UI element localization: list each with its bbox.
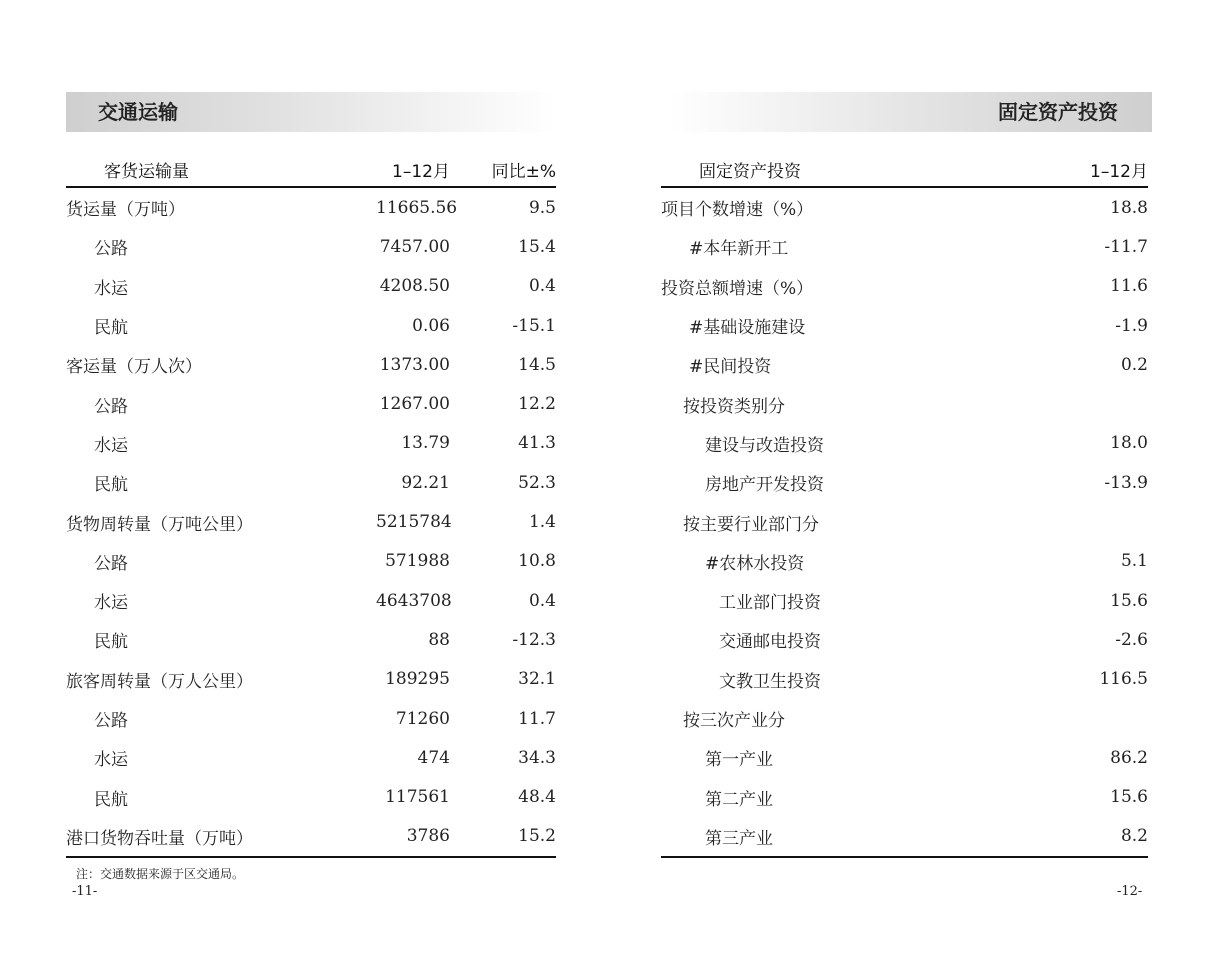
- row-label: 客运量（万人次）: [66, 357, 202, 378]
- row-yoy-change: 48.4: [518, 787, 556, 808]
- table-row: [66, 660, 556, 699]
- row-yoy-change: -12.3: [512, 629, 556, 650]
- column-header: 同比±%: [450, 152, 556, 187]
- row-value: 15.6: [1110, 590, 1148, 611]
- row-label: 货物周转量（万吨公里）: [66, 514, 253, 535]
- row-yoy-change: 34.3: [518, 747, 556, 768]
- row-value: 71260: [395, 708, 450, 729]
- row-value: [998, 699, 1148, 738]
- row-label: 第三产业: [661, 817, 998, 857]
- table-row: [661, 227, 1148, 266]
- table-row: [661, 384, 1148, 423]
- row-value: 189295: [385, 669, 450, 690]
- row-value: 5.1: [1120, 551, 1148, 572]
- row-yoy-change: -15.1: [512, 315, 556, 336]
- row-value: -13.9: [1104, 472, 1148, 493]
- table-row: [66, 738, 556, 777]
- row-yoy-change: 1.4: [528, 512, 556, 533]
- row-yoy-change: 11.7: [518, 708, 556, 729]
- row-label: #本年新开工: [689, 239, 789, 260]
- row-label: 水运: [94, 593, 128, 614]
- row-yoy-change: 12.2: [518, 394, 556, 415]
- table-row: [661, 581, 1148, 620]
- section-title-transport: 交通运输: [66, 92, 556, 132]
- row-yoy-change: 9.5: [528, 197, 556, 218]
- table-row: [66, 384, 556, 423]
- row-label: 水运: [94, 278, 128, 299]
- row-yoy-change: 15.4: [518, 236, 556, 257]
- table-row: [661, 463, 1148, 502]
- row-label: 投资总额增速（%）: [661, 278, 814, 299]
- table-row: [661, 817, 1148, 857]
- table-row: [661, 187, 1148, 227]
- column-header: 1–12月: [998, 152, 1148, 187]
- row-label: 按主要行业部门分: [683, 514, 819, 535]
- table-row: [66, 817, 556, 857]
- section-title-investment: 固定资产投资: [669, 92, 1152, 132]
- row-value: 86.2: [1110, 747, 1148, 768]
- row-value: -2.6: [1115, 629, 1148, 650]
- table-row: [66, 542, 556, 581]
- row-label: 文教卫生投资: [719, 671, 821, 692]
- row-label: 货运量（万吨）: [66, 200, 185, 221]
- row-label: 民航: [94, 475, 128, 496]
- table-row: [66, 424, 556, 463]
- table-row: [66, 187, 556, 227]
- row-label: 建设与改造投资: [705, 435, 824, 456]
- page-number: -12-: [1117, 884, 1143, 899]
- table-header-row: [66, 152, 556, 187]
- row-yoy-change: 0.4: [528, 590, 556, 611]
- table-row: [661, 660, 1148, 699]
- row-label: 民航: [94, 789, 128, 810]
- row-label: 房地产开发投资: [705, 475, 824, 496]
- table-row: [66, 581, 556, 620]
- row-value: 88: [428, 629, 450, 650]
- row-label: 公路: [94, 239, 128, 260]
- row-value: 8.2: [998, 817, 1148, 857]
- table-row: [661, 502, 1148, 541]
- row-label: 水运: [94, 750, 128, 771]
- row-label: 水运: [94, 435, 128, 456]
- investment-table: [661, 152, 1148, 858]
- row-value: 5215784: [376, 512, 452, 533]
- row-label: 第一产业: [705, 750, 773, 771]
- row-value: 3786: [376, 817, 450, 857]
- row-yoy-change: 0.4: [528, 276, 556, 297]
- row-label: #基础设施建设: [689, 318, 806, 339]
- table-row: [66, 267, 556, 306]
- row-yoy-change: 41.3: [518, 433, 556, 454]
- row-label: 民航: [94, 318, 128, 339]
- row-value: 18.8: [1110, 197, 1148, 218]
- page-number: -11-: [72, 884, 98, 899]
- transport-table: [66, 152, 556, 858]
- row-value: 0.2: [1120, 354, 1148, 375]
- column-header: 客货运输量: [66, 152, 376, 187]
- row-label: 第二产业: [705, 789, 773, 810]
- row-label: #民间投资: [689, 357, 772, 378]
- table-row: [661, 777, 1148, 816]
- row-value: 15.6: [1110, 787, 1148, 808]
- table-row: [66, 463, 556, 502]
- row-label: 公路: [94, 553, 128, 574]
- row-label: 民航: [94, 632, 128, 653]
- table-row: [661, 306, 1148, 345]
- row-value: 0.06: [412, 315, 450, 336]
- row-value: [998, 384, 1148, 423]
- row-label: 港口货物吞吐量（万吨）: [66, 817, 376, 857]
- right-page: [609, 0, 1218, 977]
- table-row: [66, 699, 556, 738]
- row-value: 7457.00: [379, 236, 450, 257]
- table-row: [661, 267, 1148, 306]
- table-row: [661, 345, 1148, 384]
- row-value: 1267.00: [379, 394, 450, 415]
- row-value: 11665.56: [376, 197, 458, 218]
- table-row: [66, 227, 556, 266]
- column-header: 1–12月: [376, 152, 450, 187]
- row-value: 474: [417, 747, 450, 768]
- table-row: [66, 620, 556, 659]
- row-label: 交通邮电投资: [719, 632, 821, 653]
- row-value: 1373.00: [379, 354, 450, 375]
- row-label: 按投资类别分: [683, 396, 785, 417]
- row-value: 11.6: [1110, 276, 1148, 297]
- table-row: [661, 424, 1148, 463]
- row-value: [998, 502, 1148, 541]
- row-value: 4643708: [376, 590, 452, 611]
- column-header: 固定资产投资: [661, 152, 998, 187]
- row-yoy-change: 10.8: [518, 551, 556, 572]
- row-value: 18.0: [1110, 433, 1148, 454]
- table-row: [66, 502, 556, 541]
- row-yoy-change: 52.3: [518, 472, 556, 493]
- row-label: #农林水投资: [705, 553, 805, 574]
- row-value: 92.21: [401, 472, 450, 493]
- row-value: 116.5: [1099, 669, 1148, 690]
- table-row: [66, 306, 556, 345]
- table-row: [661, 699, 1148, 738]
- row-label: 公路: [94, 711, 128, 731]
- table-row: [66, 777, 556, 816]
- row-value: 4208.50: [379, 276, 450, 297]
- table-row: [661, 542, 1148, 581]
- row-yoy-change: 14.5: [518, 354, 556, 375]
- row-label: 工业部门投资: [719, 593, 821, 614]
- table-row: [661, 620, 1148, 659]
- row-yoy-change: 15.2: [450, 817, 556, 857]
- row-yoy-change: 32.1: [518, 669, 556, 690]
- row-value: -11.7: [1104, 236, 1148, 257]
- row-label: 按三次产业分: [683, 711, 785, 731]
- row-label: 项目个数增速（%）: [661, 200, 814, 221]
- table-row: [66, 345, 556, 384]
- table-row: [661, 738, 1148, 777]
- data-source-note: 注：交通数据来源于区交通局。: [76, 867, 245, 881]
- row-label: 旅客周转量（万人公里）: [66, 671, 253, 692]
- row-value: -1.9: [1115, 315, 1148, 336]
- row-label: 公路: [94, 396, 128, 417]
- row-value: 571988: [385, 551, 450, 572]
- table-header-row: [661, 152, 1148, 187]
- row-value: 13.79: [401, 433, 450, 454]
- row-value: 117561: [385, 787, 450, 808]
